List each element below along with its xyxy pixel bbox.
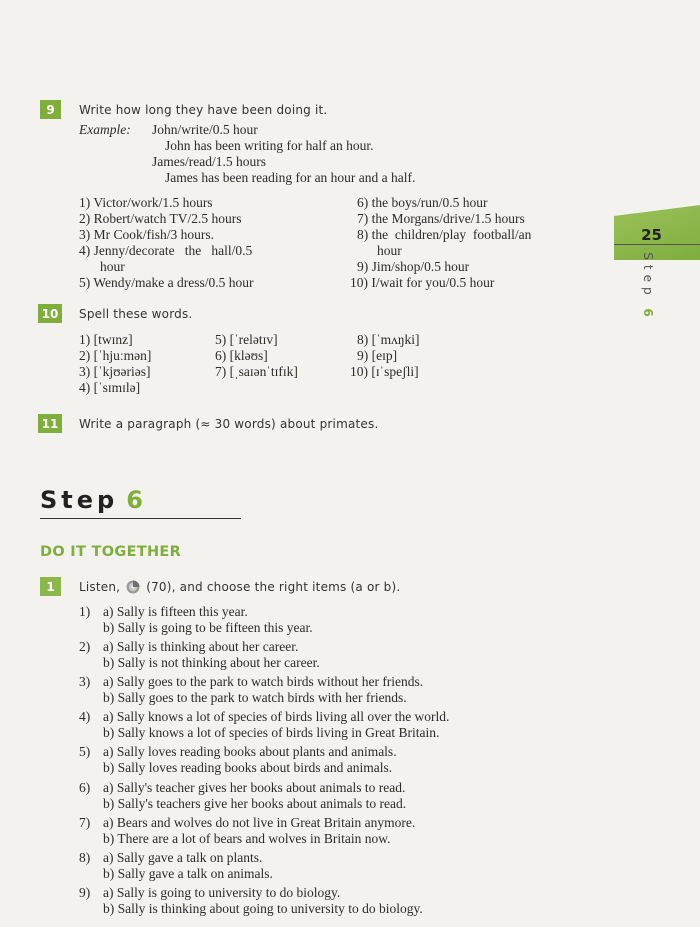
step-underline <box>40 518 241 519</box>
phonetic-word: 5) [ˈrelətɪv] <box>215 332 278 347</box>
exercise-10-number: 10 <box>38 304 62 323</box>
option-a[interactable]: a) Sally loves reading books about plants and animals. <box>103 744 397 760</box>
page-number: 25 <box>641 226 662 244</box>
phonetic-word: 9) [eɪp] <box>357 348 398 363</box>
task-item <box>79 211 241 227</box>
side-step-word: Step <box>641 252 656 300</box>
step-word: Step <box>40 486 119 514</box>
item-number: 7) <box>357 211 369 226</box>
phonetic-word: 1) [twɪnz] <box>79 332 133 347</box>
choice-number: 9) <box>79 884 91 900</box>
example-line: James/read/1.5 hours <box>152 154 266 169</box>
option-b[interactable]: b) Sally knows a lot of species of birds living in Great Britain. <box>103 725 440 741</box>
option-b[interactable]: b) Sally is thinking about going to university to do biology. <box>103 900 423 916</box>
exercise-1-instruction <box>79 580 400 594</box>
exercise-9-instruction: Write how long they have been doing it. <box>79 103 328 117</box>
choice-number: 5) <box>79 744 91 760</box>
option-a[interactable]: a) Sally's teacher gives her books about animals to read. <box>103 779 406 795</box>
option-b[interactable]: b) Sally gave a talk on animals. <box>103 865 273 881</box>
item-number: 9) <box>357 259 369 274</box>
phonetic-word: 2) [ˈhjuːmən] <box>79 348 152 363</box>
example-line: John has been writing for half an hour. <box>165 138 374 153</box>
option-b[interactable]: b) Sally's teachers give her books about animals to read. <box>103 795 407 811</box>
item-number: 1) <box>79 195 91 210</box>
example-line: John/write/0.5 hour <box>152 122 258 137</box>
choice-number: 2) <box>79 639 91 655</box>
option-b[interactable]: b) Sally loves reading books about birds and animals. <box>103 760 393 776</box>
task-item <box>357 211 525 227</box>
item-text: the Morgans/drive/1.5 hours <box>371 211 525 226</box>
phonetic-word: 6) [kləʊs] <box>215 348 268 363</box>
choice-item <box>79 709 679 743</box>
item-text: I/wait for you/0.5 hour <box>371 275 495 290</box>
phonetic-word: 10) [ɪˈspeʃli] <box>350 364 419 379</box>
choice-item <box>79 815 679 849</box>
instruction-text: (70), and choose the right items (a or b). <box>146 580 401 594</box>
item-text: Wendy/make a dress/0.5 hour <box>93 275 254 290</box>
exercise-11-instruction: Write a paragraph (≈ 30 words) about primates. <box>79 417 379 431</box>
page-tab-rule <box>614 244 700 245</box>
side-step-label <box>628 252 668 326</box>
choice-number: 7) <box>79 814 91 830</box>
choice-number: 1) <box>79 604 91 619</box>
choice-item <box>79 604 679 638</box>
option-a[interactable]: a) Sally goes to the park to watch birds without her friends. <box>103 674 424 690</box>
item-text: the children/play football/an <box>371 227 532 242</box>
example-line: James has been reading for an hour and a half. <box>165 170 416 185</box>
option-b[interactable]: b) Sally is going to be fifteen this year. <box>103 620 313 635</box>
item-text: Jim/shop/0.5 hour <box>371 259 470 274</box>
item-number: 10) <box>350 275 368 290</box>
item-text: the boys/run/0.5 hour <box>371 195 488 210</box>
exercise-1-items <box>79 604 639 924</box>
option-b[interactable]: b) Sally is not thinking about her career. <box>103 655 320 671</box>
choice-number: 4) <box>79 709 91 725</box>
item-number: 5) <box>79 275 91 290</box>
task-item <box>357 227 531 243</box>
exercise-10-instruction: Spell these words. <box>79 307 193 321</box>
option-a[interactable]: a) Sally knows a lot of species of birds living all over the world. <box>103 709 450 725</box>
exercise-11-number: 11 <box>38 414 62 433</box>
item-number: 2) <box>79 211 91 226</box>
item-text: Victor/work/1.5 hours <box>93 195 213 210</box>
item-number: 6) <box>357 195 369 210</box>
option-b[interactable]: b) Sally goes to the park to watch birds with her friends. <box>103 690 407 706</box>
item-number: 3) <box>79 227 91 242</box>
choice-item <box>79 674 679 708</box>
option-a[interactable]: a) Sally is going to university to do biology. <box>103 884 341 900</box>
item-number: 8) <box>357 227 369 242</box>
task-item-continuation: hour <box>100 259 125 274</box>
exercise-9-number: 9 <box>40 100 61 119</box>
task-item-continuation: hour <box>377 243 402 258</box>
choice-number: 3) <box>79 674 91 690</box>
choice-number: 8) <box>79 849 91 865</box>
task-item <box>79 195 213 211</box>
phonetic-word: 3) [ˈkjʊəriəs] <box>79 364 151 379</box>
section-heading: DO IT TOGETHER <box>40 544 182 560</box>
task-item <box>357 259 469 275</box>
item-text: Robert/watch TV/2.5 hours <box>93 211 242 226</box>
option-a[interactable]: a) Bears and wolves do not live in Great Britain anymore. <box>103 814 416 830</box>
step-heading <box>40 486 147 514</box>
step-number: 6 <box>126 486 147 514</box>
side-step-number: 6 <box>641 308 656 322</box>
option-a[interactable]: a) Sally is fifteen this year. <box>103 604 248 619</box>
option-a[interactable]: a) Sally gave a talk on plants. <box>103 849 263 865</box>
choice-item <box>79 850 679 884</box>
instruction-text: Listen, <box>79 580 121 594</box>
cd-audio-icon[interactable] <box>126 580 140 594</box>
task-item <box>79 275 254 291</box>
task-item <box>79 227 214 243</box>
task-item <box>350 275 494 291</box>
choice-item <box>79 780 679 814</box>
example-label: Example: <box>79 122 131 137</box>
choice-number: 6) <box>79 779 91 795</box>
exercise-1-number: 1 <box>40 577 61 596</box>
item-number: 4) <box>79 243 91 258</box>
phonetic-word: 7) [ˌsaɪənˈtɪfɪk] <box>215 364 298 379</box>
choice-item <box>79 744 679 778</box>
option-a[interactable]: a) Sally is thinking about her career. <box>103 639 299 655</box>
item-text: Jenny/decorate the hall/0.5 <box>93 243 253 258</box>
choice-item <box>79 885 679 919</box>
phonetic-word: 8) [ˈmʌŋki] <box>357 332 420 347</box>
task-item <box>79 243 252 259</box>
item-text: Mr Cook/fish/3 hours. <box>93 227 215 242</box>
task-item <box>357 195 488 211</box>
choice-item <box>79 639 679 673</box>
phonetic-word: 4) [ˈsɪmɪlə] <box>79 380 141 395</box>
option-b[interactable]: b) There are a lot of bears and wolves in Britain now. <box>103 830 391 846</box>
